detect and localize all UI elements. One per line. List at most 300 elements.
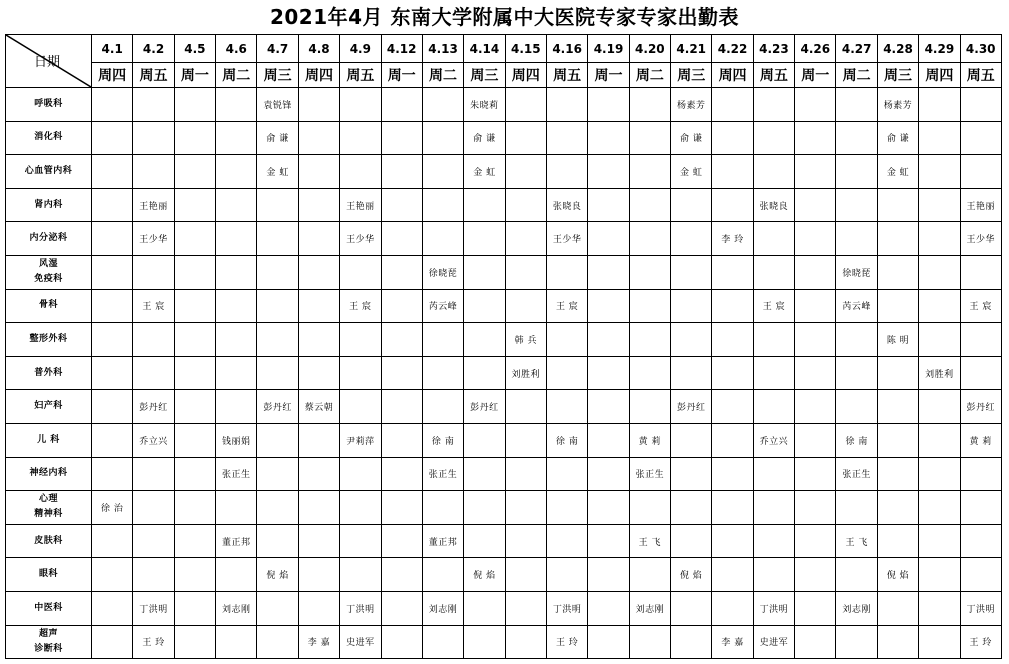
department-name-cell: 心理 精神科 xyxy=(6,491,92,525)
doctor-cell xyxy=(671,457,712,491)
doctor-cell: 丁洪明 xyxy=(340,591,381,625)
doctor-cell: 彭丹红 xyxy=(960,390,1001,424)
doctor-cell xyxy=(505,423,546,457)
doctor-cell xyxy=(340,457,381,491)
department-name-cell: 儿 科 xyxy=(6,423,92,457)
doctor-cell xyxy=(712,255,753,289)
doctor-cell xyxy=(671,255,712,289)
doctor-cell: 金 虹 xyxy=(877,155,918,189)
doctor-cell xyxy=(919,491,960,525)
doctor-cell xyxy=(753,121,794,155)
doctor-cell xyxy=(588,558,629,592)
doctor-cell: 倪 焰 xyxy=(464,558,505,592)
doctor-cell xyxy=(257,457,298,491)
doctor-cell xyxy=(505,188,546,222)
doctor-cell xyxy=(133,121,174,155)
doctor-cell xyxy=(257,188,298,222)
date-header-cell: 4.23 xyxy=(753,35,794,63)
doctor-cell xyxy=(257,524,298,558)
doctor-cell xyxy=(753,222,794,256)
doctor-cell xyxy=(422,188,463,222)
doctor-cell xyxy=(546,323,587,357)
doctor-cell xyxy=(464,356,505,390)
doctor-cell xyxy=(588,524,629,558)
doctor-cell xyxy=(381,155,422,189)
department-name-cell: 皮肤科 xyxy=(6,524,92,558)
doctor-cell: 刘志刚 xyxy=(216,591,257,625)
department-row xyxy=(6,457,1002,491)
doctor-cell xyxy=(795,255,836,289)
doctor-cell xyxy=(340,155,381,189)
doctor-cell xyxy=(216,121,257,155)
doctor-cell xyxy=(216,323,257,357)
doctor-cell xyxy=(505,625,546,659)
doctor-cell xyxy=(464,323,505,357)
corner-date-label: 日期 xyxy=(34,55,61,70)
doctor-cell: 杨素芳 xyxy=(877,88,918,122)
doctor-cell xyxy=(216,222,257,256)
doctor-cell xyxy=(919,188,960,222)
doctor-cell xyxy=(546,155,587,189)
doctor-cell xyxy=(753,390,794,424)
doctor-cell xyxy=(422,222,463,256)
doctor-cell xyxy=(133,155,174,189)
doctor-cell xyxy=(257,356,298,390)
doctor-cell xyxy=(92,121,133,155)
doctor-cell xyxy=(753,255,794,289)
doctor-cell xyxy=(92,625,133,659)
doctor-cell: 彭丹红 xyxy=(257,390,298,424)
doctor-cell: 俞 谦 xyxy=(464,121,505,155)
doctor-cell xyxy=(877,423,918,457)
date-header-cell: 4.7 xyxy=(257,35,298,63)
doctor-cell xyxy=(505,121,546,155)
doctor-cell xyxy=(381,255,422,289)
doctor-cell xyxy=(795,323,836,357)
doctor-cell xyxy=(298,423,339,457)
doctor-cell xyxy=(753,323,794,357)
doctor-cell xyxy=(919,289,960,323)
doctor-cell xyxy=(92,390,133,424)
doctor-cell xyxy=(298,255,339,289)
doctor-cell: 王艳丽 xyxy=(960,188,1001,222)
doctor-cell xyxy=(216,255,257,289)
doctor-cell xyxy=(795,591,836,625)
department-name-cell: 肾内科 xyxy=(6,188,92,222)
doctor-cell: 王少华 xyxy=(340,222,381,256)
doctor-cell xyxy=(92,88,133,122)
doctor-cell xyxy=(340,356,381,390)
doctor-cell xyxy=(629,491,670,525)
doctor-cell: 史进军 xyxy=(340,625,381,659)
date-header-cell: 4.9 xyxy=(340,35,381,63)
doctor-cell xyxy=(505,491,546,525)
doctor-cell xyxy=(298,289,339,323)
doctor-cell xyxy=(877,524,918,558)
doctor-cell xyxy=(546,491,587,525)
doctor-cell: 彭丹红 xyxy=(671,390,712,424)
doctor-cell xyxy=(588,121,629,155)
weekday-header-cell: 周四 xyxy=(712,63,753,88)
doctor-cell: 刘志刚 xyxy=(836,591,877,625)
weekday-header-cell: 周一 xyxy=(381,63,422,88)
doctor-cell: 王 玲 xyxy=(546,625,587,659)
doctor-cell xyxy=(505,289,546,323)
doctor-cell: 朱晓莉 xyxy=(464,88,505,122)
doctor-cell xyxy=(298,356,339,390)
weekday-header-cell: 周三 xyxy=(877,63,918,88)
doctor-cell xyxy=(588,390,629,424)
department-row xyxy=(6,222,1002,256)
doctor-cell xyxy=(257,491,298,525)
date-header-cell: 4.12 xyxy=(381,35,422,63)
doctor-cell: 王 飞 xyxy=(836,524,877,558)
weekday-header-cell: 周一 xyxy=(174,63,215,88)
doctor-cell xyxy=(174,591,215,625)
date-header-cell: 4.2 xyxy=(133,35,174,63)
doctor-cell xyxy=(919,591,960,625)
doctor-cell: 钱丽娟 xyxy=(216,423,257,457)
doctor-cell xyxy=(298,558,339,592)
doctor-cell xyxy=(546,356,587,390)
doctor-cell xyxy=(588,457,629,491)
doctor-cell xyxy=(216,155,257,189)
doctor-cell xyxy=(133,457,174,491)
doctor-cell xyxy=(133,323,174,357)
doctor-cell: 王 宸 xyxy=(960,289,1001,323)
doctor-cell xyxy=(836,356,877,390)
doctor-cell xyxy=(381,323,422,357)
doctor-cell xyxy=(629,188,670,222)
doctor-cell xyxy=(753,491,794,525)
doctor-cell xyxy=(712,121,753,155)
department-name-cell: 神经内科 xyxy=(6,457,92,491)
date-header-cell: 4.16 xyxy=(546,35,587,63)
doctor-cell: 俞 谦 xyxy=(257,121,298,155)
department-row xyxy=(6,524,1002,558)
doctor-cell xyxy=(340,558,381,592)
doctor-cell xyxy=(422,390,463,424)
department-row xyxy=(6,323,1002,357)
doctor-cell xyxy=(381,222,422,256)
doctor-cell: 彭丹红 xyxy=(133,390,174,424)
doctor-cell xyxy=(298,188,339,222)
doctor-cell xyxy=(753,457,794,491)
doctor-cell xyxy=(588,155,629,189)
doctor-cell xyxy=(257,255,298,289)
doctor-cell: 丁洪明 xyxy=(133,591,174,625)
doctor-cell xyxy=(960,524,1001,558)
page-title: 2021年4月 东南大学附属中大医院专家专家出勤表 xyxy=(269,5,740,29)
doctor-cell xyxy=(919,423,960,457)
doctor-cell: 王艳丽 xyxy=(133,188,174,222)
doctor-cell xyxy=(588,423,629,457)
doctor-cell xyxy=(133,524,174,558)
doctor-cell xyxy=(753,524,794,558)
department-name-cell: 消化科 xyxy=(6,121,92,155)
doctor-cell xyxy=(546,390,587,424)
doctor-cell xyxy=(712,591,753,625)
doctor-cell: 黄 莉 xyxy=(960,423,1001,457)
doctor-cell xyxy=(836,323,877,357)
date-header-cell: 4.20 xyxy=(629,35,670,63)
date-header-cell: 4.14 xyxy=(464,35,505,63)
doctor-cell xyxy=(712,188,753,222)
doctor-cell: 王 宸 xyxy=(753,289,794,323)
doctor-cell xyxy=(629,88,670,122)
doctor-cell: 李 嘉 xyxy=(712,625,753,659)
weekday-header-cell: 周一 xyxy=(588,63,629,88)
doctor-cell: 王艳丽 xyxy=(340,188,381,222)
doctor-cell xyxy=(836,558,877,592)
corner-header-cell xyxy=(6,35,92,88)
weekday-header-cell: 周五 xyxy=(753,63,794,88)
doctor-cell: 徐 南 xyxy=(836,423,877,457)
weekday-header-cell: 周五 xyxy=(960,63,1001,88)
doctor-cell xyxy=(712,558,753,592)
doctor-cell xyxy=(340,524,381,558)
doctor-cell xyxy=(298,491,339,525)
doctor-cell xyxy=(340,255,381,289)
doctor-cell xyxy=(919,323,960,357)
doctor-cell xyxy=(919,255,960,289)
doctor-cell: 金 虹 xyxy=(257,155,298,189)
doctor-cell xyxy=(340,121,381,155)
doctor-cell xyxy=(381,625,422,659)
doctor-cell xyxy=(257,289,298,323)
doctor-cell xyxy=(422,625,463,659)
doctor-cell: 倪 焰 xyxy=(671,558,712,592)
doctor-cell xyxy=(836,491,877,525)
doctor-cell xyxy=(712,390,753,424)
doctor-cell: 徐晓琵 xyxy=(422,255,463,289)
doctor-cell xyxy=(257,222,298,256)
doctor-cell xyxy=(257,591,298,625)
doctor-cell xyxy=(877,356,918,390)
doctor-cell xyxy=(795,356,836,390)
doctor-cell xyxy=(340,323,381,357)
doctor-cell xyxy=(505,88,546,122)
doctor-cell: 倪 焰 xyxy=(257,558,298,592)
doctor-cell xyxy=(422,121,463,155)
doctor-cell xyxy=(92,323,133,357)
weekday-header-cell: 周四 xyxy=(298,63,339,88)
department-name-cell: 心血管内科 xyxy=(6,155,92,189)
doctor-cell: 王少华 xyxy=(546,222,587,256)
department-row xyxy=(6,88,1002,122)
doctor-cell: 金 虹 xyxy=(671,155,712,189)
doctor-cell xyxy=(216,390,257,424)
doctor-cell: 王 宸 xyxy=(340,289,381,323)
doctor-cell xyxy=(381,121,422,155)
date-header-cell: 4.29 xyxy=(919,35,960,63)
doctor-cell: 刘志刚 xyxy=(629,591,670,625)
doctor-cell xyxy=(753,356,794,390)
doctor-cell xyxy=(836,188,877,222)
doctor-cell: 陈 明 xyxy=(877,323,918,357)
doctor-cell: 尹莉萍 xyxy=(340,423,381,457)
doctor-cell xyxy=(877,457,918,491)
doctor-cell xyxy=(671,188,712,222)
date-header-cell: 4.6 xyxy=(216,35,257,63)
doctor-cell: 刘胜利 xyxy=(919,356,960,390)
doctor-cell xyxy=(919,457,960,491)
doctor-cell: 史进军 xyxy=(753,625,794,659)
doctor-cell: 韩 兵 xyxy=(505,323,546,357)
doctor-cell: 王少华 xyxy=(960,222,1001,256)
doctor-cell: 王 宸 xyxy=(133,289,174,323)
doctor-cell xyxy=(877,591,918,625)
doctor-cell xyxy=(919,222,960,256)
doctor-cell xyxy=(174,491,215,525)
department-row xyxy=(6,255,1002,289)
doctor-cell xyxy=(671,625,712,659)
doctor-cell xyxy=(671,423,712,457)
doctor-cell xyxy=(960,88,1001,122)
doctor-cell xyxy=(505,390,546,424)
doctor-cell xyxy=(505,255,546,289)
doctor-cell: 黄 莉 xyxy=(629,423,670,457)
doctor-cell: 杨素芳 xyxy=(671,88,712,122)
doctor-cell xyxy=(960,491,1001,525)
doctor-cell: 丁洪明 xyxy=(546,591,587,625)
weekday-header-cell: 周四 xyxy=(919,63,960,88)
doctor-cell xyxy=(671,323,712,357)
doctor-cell xyxy=(795,222,836,256)
doctor-cell xyxy=(381,457,422,491)
date-header-cell: 4.27 xyxy=(836,35,877,63)
doctor-cell: 倪 焰 xyxy=(877,558,918,592)
doctor-cell xyxy=(505,591,546,625)
doctor-cell xyxy=(712,457,753,491)
doctor-cell xyxy=(174,390,215,424)
doctor-cell xyxy=(588,188,629,222)
department-row xyxy=(6,423,1002,457)
doctor-cell: 王 玲 xyxy=(133,625,174,659)
doctor-cell: 丁洪明 xyxy=(960,591,1001,625)
doctor-cell xyxy=(919,121,960,155)
doctor-cell xyxy=(92,155,133,189)
doctor-cell xyxy=(919,558,960,592)
doctor-cell xyxy=(381,423,422,457)
doctor-cell xyxy=(877,255,918,289)
doctor-cell xyxy=(381,289,422,323)
doctor-cell xyxy=(877,289,918,323)
doctor-cell xyxy=(960,155,1001,189)
doctor-cell xyxy=(919,524,960,558)
doctor-cell xyxy=(960,121,1001,155)
department-name-cell: 中医科 xyxy=(6,591,92,625)
doctor-cell xyxy=(133,88,174,122)
doctor-cell xyxy=(464,188,505,222)
doctor-cell xyxy=(712,356,753,390)
doctor-cell xyxy=(546,121,587,155)
weekday-header-cell: 周二 xyxy=(629,63,670,88)
doctor-cell xyxy=(505,222,546,256)
doctor-cell xyxy=(546,457,587,491)
doctor-cell xyxy=(546,558,587,592)
doctor-cell xyxy=(671,524,712,558)
doctor-cell xyxy=(588,222,629,256)
doctor-cell xyxy=(588,491,629,525)
weekday-header-cell: 周二 xyxy=(216,63,257,88)
doctor-cell xyxy=(464,289,505,323)
date-header-cell: 4.19 xyxy=(588,35,629,63)
doctor-cell xyxy=(836,625,877,659)
doctor-cell xyxy=(919,155,960,189)
doctor-cell xyxy=(340,88,381,122)
doctor-cell: 金 虹 xyxy=(464,155,505,189)
doctor-cell: 乔立兴 xyxy=(133,423,174,457)
doctor-cell xyxy=(960,356,1001,390)
doctor-cell xyxy=(381,558,422,592)
department-row xyxy=(6,591,1002,625)
doctor-cell xyxy=(960,255,1001,289)
doctor-cell xyxy=(92,457,133,491)
doctor-cell xyxy=(422,88,463,122)
doctor-cell xyxy=(671,289,712,323)
doctor-cell xyxy=(836,155,877,189)
doctor-cell xyxy=(174,121,215,155)
doctor-cell xyxy=(174,289,215,323)
doctor-cell xyxy=(795,625,836,659)
doctor-cell: 董正邦 xyxy=(216,524,257,558)
doctor-cell xyxy=(836,222,877,256)
doctor-cell xyxy=(877,625,918,659)
department-row xyxy=(6,289,1002,323)
doctor-cell xyxy=(298,88,339,122)
doctor-cell xyxy=(216,625,257,659)
doctor-cell xyxy=(795,88,836,122)
date-header-cell: 4.30 xyxy=(960,35,1001,63)
doctor-cell xyxy=(712,491,753,525)
date-header-cell: 4.22 xyxy=(712,35,753,63)
weekday-header-cell: 周一 xyxy=(795,63,836,88)
doctor-cell xyxy=(340,491,381,525)
doctor-cell: 蔡云朝 xyxy=(298,390,339,424)
doctor-cell xyxy=(174,625,215,659)
doctor-cell xyxy=(671,591,712,625)
doctor-cell xyxy=(836,121,877,155)
doctor-cell: 张晓良 xyxy=(546,188,587,222)
doctor-cell xyxy=(505,457,546,491)
doctor-cell: 俞 谦 xyxy=(671,121,712,155)
doctor-cell xyxy=(464,255,505,289)
doctor-cell xyxy=(877,491,918,525)
doctor-cell xyxy=(712,289,753,323)
department-name-cell: 风湿 免疫科 xyxy=(6,255,92,289)
doctor-cell xyxy=(133,255,174,289)
doctor-cell xyxy=(629,323,670,357)
doctor-cell xyxy=(795,423,836,457)
doctor-cell xyxy=(422,558,463,592)
doctor-cell xyxy=(174,356,215,390)
doctor-cell xyxy=(712,155,753,189)
doctor-cell xyxy=(92,222,133,256)
doctor-cell xyxy=(588,323,629,357)
doctor-cell xyxy=(712,423,753,457)
doctor-cell xyxy=(381,491,422,525)
weekday-header-cell: 周三 xyxy=(464,63,505,88)
date-header-cell: 4.26 xyxy=(795,35,836,63)
doctor-cell xyxy=(340,390,381,424)
doctor-cell xyxy=(795,155,836,189)
doctor-cell xyxy=(505,558,546,592)
doctor-cell xyxy=(298,155,339,189)
doctor-cell xyxy=(877,222,918,256)
doctor-cell xyxy=(588,591,629,625)
doctor-cell xyxy=(464,591,505,625)
